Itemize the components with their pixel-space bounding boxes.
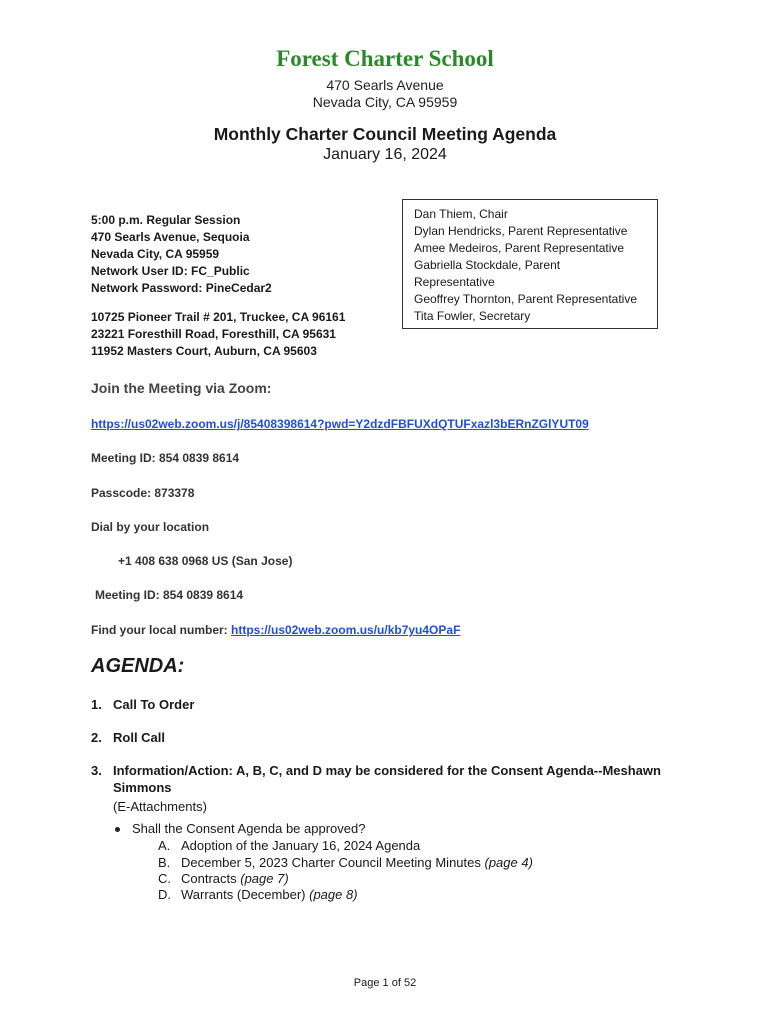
agenda-item-3 [91, 763, 661, 778]
item-title: Roll Call [113, 730, 166, 745]
dial-label: Dial by your location [91, 520, 210, 534]
session-line: Network User ID: FC_Public [91, 264, 250, 278]
sub-item-d [158, 887, 358, 902]
session-info [91, 212, 272, 297]
agenda-item-2 [91, 730, 165, 745]
consent-bullet [113, 821, 365, 836]
meeting-id: Meeting ID: 854 0839 8614 [91, 451, 240, 465]
session-line: Network Password: PineCedar2 [91, 281, 272, 295]
page-number: Page 1 of 52 [353, 977, 417, 989]
location-line: 23221 Foresthill Road, Foresthill, CA 95631 [91, 327, 336, 341]
sub-text: Warrants (December) [181, 887, 310, 902]
sub-item-b [158, 855, 533, 870]
address-line-2: Nevada City, CA 95959 [312, 94, 458, 110]
agenda-title: Monthly Charter Council Meeting Agenda [213, 124, 557, 144]
sub-item-a [158, 838, 420, 853]
session-line: 470 Searls Avenue, Sequoia [91, 230, 250, 244]
session-locations [91, 309, 345, 360]
council-member: Dan Thiem, Chair [414, 207, 508, 221]
agenda-item-1 [91, 697, 194, 712]
sub-letter: B. [158, 855, 171, 870]
zoom-link[interactable] [91, 417, 589, 431]
location-line: 11952 Masters Court, Auburn, CA 95603 [91, 344, 317, 358]
phone-number: +1 408 638 0968 US (San Jose) [118, 554, 293, 568]
attachments-note: (E-Attachments) [113, 799, 207, 814]
item-number: 3. [91, 763, 102, 778]
agenda-date: January 16, 2024 [323, 146, 447, 163]
zoom-url[interactable]: https://us02web.zoom.us/j/85408398614?pwd=Y2dzdFBFUXdQTUFxazl3bERnZGlYUT09 [91, 417, 589, 431]
bullet-text: Shall the Consent Agenda be approved? [132, 821, 366, 836]
passcode: Passcode: 873378 [91, 486, 195, 500]
sub-page: (page 4) [484, 855, 533, 870]
sub-text: December 5, 2023 Charter Council Meeting Minutes [181, 855, 485, 870]
address-line-1: 470 Searls Avenue [326, 77, 444, 93]
local-number-label: Find your local number: [91, 623, 232, 637]
council-members-box [402, 199, 658, 329]
session-line: 5:00 p.m. Regular Session [91, 213, 241, 227]
council-member: Amee Medeiros, Parent Representative [414, 241, 625, 255]
item-number: 1. [91, 697, 102, 712]
item-title: Information/Action: A, B, C, and D may be considered for the Consent Agenda--Meshawn [113, 763, 661, 778]
school-name: Forest Charter School [276, 46, 494, 71]
session-line: Nevada City, CA 95959 [91, 247, 220, 261]
agenda-item-3-cont: Simmons [113, 780, 172, 795]
sub-item-c [158, 871, 289, 886]
sub-text: Contracts [181, 871, 241, 886]
agenda-heading: AGENDA: [91, 655, 185, 677]
item-number: 2. [91, 730, 102, 745]
council-member: Dylan Hendricks, Parent Representative [414, 224, 628, 238]
council-member: Representative [414, 275, 495, 289]
local-number-line [91, 623, 460, 637]
sub-letter: D. [158, 887, 171, 902]
bullet-icon [115, 827, 120, 832]
council-member: Gabriella Stockdale, Parent [414, 258, 561, 272]
sub-text: Adoption of the January 16, 2024 Agenda [181, 838, 421, 853]
zoom-heading: Join the Meeting via Zoom: [91, 380, 272, 396]
meeting-id-2: Meeting ID: 854 0839 8614 [95, 588, 244, 602]
sub-letter: A. [158, 838, 171, 853]
council-member: Tita Fowler, Secretary [414, 309, 531, 323]
sub-letter: C. [158, 871, 171, 886]
sub-page: (page 7) [240, 871, 289, 886]
item-title: Call To Order [113, 697, 195, 712]
sub-page: (page 8) [309, 887, 358, 902]
council-member: Geoffrey Thornton, Parent Representative [414, 292, 638, 306]
local-number-url[interactable]: https://us02web.zoom.us/u/kb7yu4OPaF [231, 623, 461, 637]
location-line: 10725 Pioneer Trail # 201, Truckee, CA 96161 [91, 310, 346, 324]
